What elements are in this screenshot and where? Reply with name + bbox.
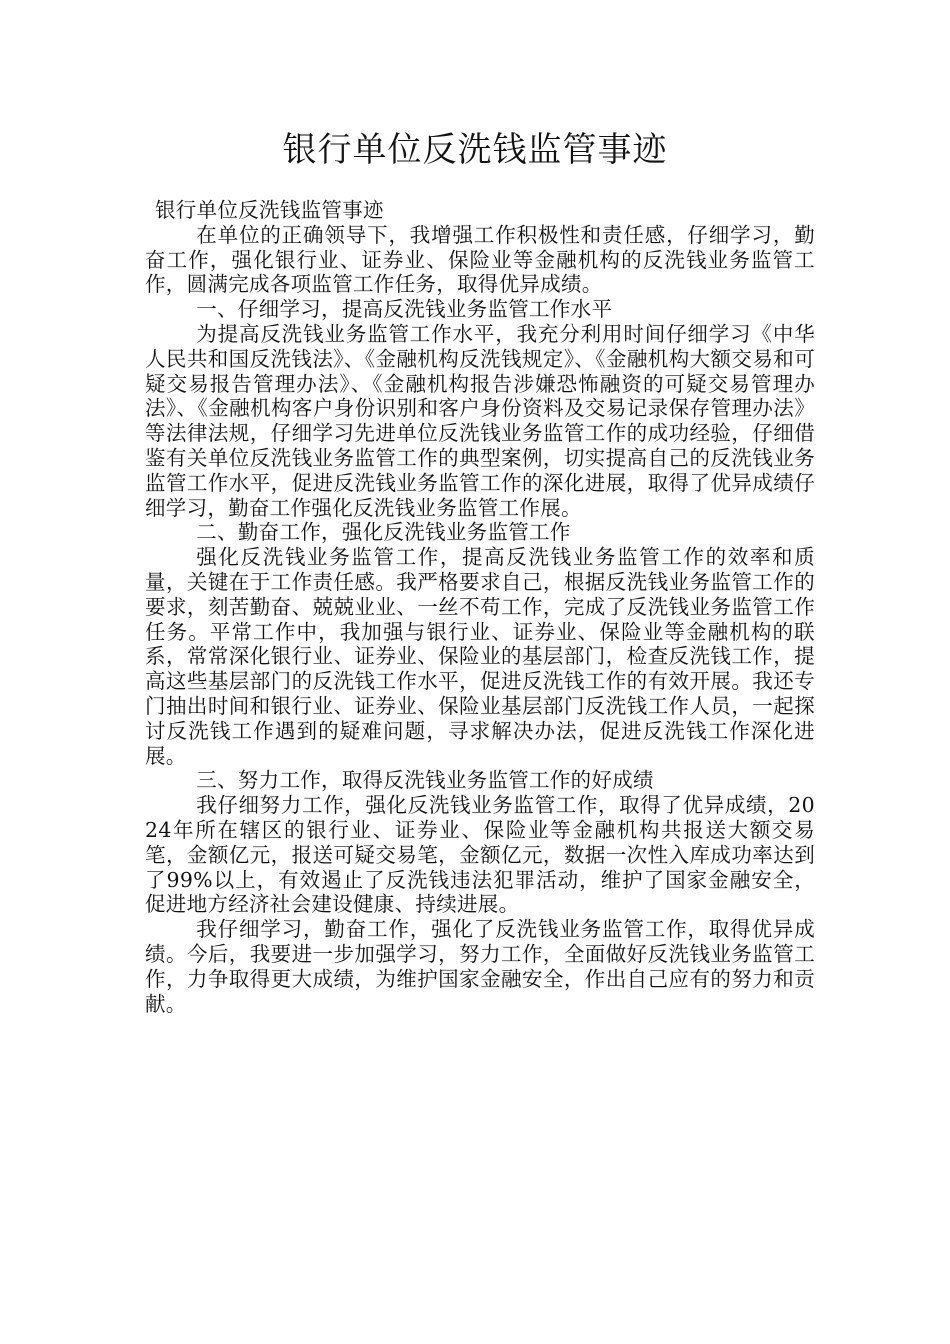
section-heading-2: 二、勤奋工作，强化反洗钱业务监管工作 [196,520,571,545]
section-heading-1: 一、仔细学习，提高反洗钱业务监管工作水平 [196,297,613,322]
paragraph-section-1: 为提高反洗钱业务监管工作水平，我充分利用时间仔细学习《中华人民共和国反洗钱法》、《金融机构反洗钱规定》、《金融机构大额交易和可疑交易报告管理办法》、《金融机构报告涉嫌恐怖融资的可疑交易管理办法》、《金融机构客户身份识别和客户身份资料及交易记录保存管理办法》等法律法规，仔细学习先进单位反洗钱业务监管工作的成功经验，仔细借鉴有关单位反洗钱业务监管工作的典型案例，切实提高自己的反洗钱业务监管工作水平，促进反洗钱业务监管工作的深化进展，取得了优异成绩仔细学习，勤奋工作强化反洗钱业务监管工作展。 [145,321,815,520]
paragraph-intro: 在单位的正确领导下，我增强工作积极性和责任感，仔细学习，勤奋工作，强化银行业、证券业、保险业等金融机构的反洗钱业务监管工作，圆满完成各项监管工作任务，取得优异成绩。 [145,222,815,297]
paragraph-conclusion: 我仔细学习，勤奋工作，强化了反洗钱业务监管工作，取得优异成绩。今后，我要进一步加强学习，努力工作，全面做好反洗钱业务监管工作，力争取得更大成绩，为维护国家金融安全，作出自己应有的努力和贡献。 [145,917,815,1016]
section-heading-3: 三、努力工作，取得反洗钱业务监管工作的好成绩 [196,768,654,793]
paragraph-section-3: 我仔细努力工作，强化反洗钱业务监管工作，取得了优异成绩，2024年所在辖区的银行业、证券业、保险业等金融机构共报送大额交易笔，金额亿元，报送可疑交易笔，金额亿元，数据一次性入库成功率达到了99%以上，有效遏止了反洗钱违法犯罪活动，维护了国家金融安全，促进地方经济社会建设健康、持续进展。 [145,793,815,917]
document-subtitle: 银行单位反洗钱监管事迹 [155,198,384,222]
paragraph-section-2: 强化反洗钱业务监管工作，提高反洗钱业务监管工作的效率和质量，关键在于工作责任感。我严格要求自己，根据反洗钱业务监管工作的要求，刻苦勤奋、兢兢业业、一丝不苟工作，完成了反洗钱业务监管工作任务。平常工作中，我加强与银行业、证券业、保险业等金融机构的联系，常常深化银行业、证券业、保险业的基层部门，检查反洗钱工作，提高这些基层部门的反洗钱工作水平，促进反洗钱工作的有效开展。我还专门抽出时间和银行业、证券业、保险业基层部门反洗钱工作人员，一起探讨反洗钱工作遇到的疑难问题，寻求解决办法，促进反洗钱工作深化进展。 [145,545,815,768]
page-title: 银行单位反洗钱监管事迹 [282,130,668,170]
document-body [145,198,815,1016]
